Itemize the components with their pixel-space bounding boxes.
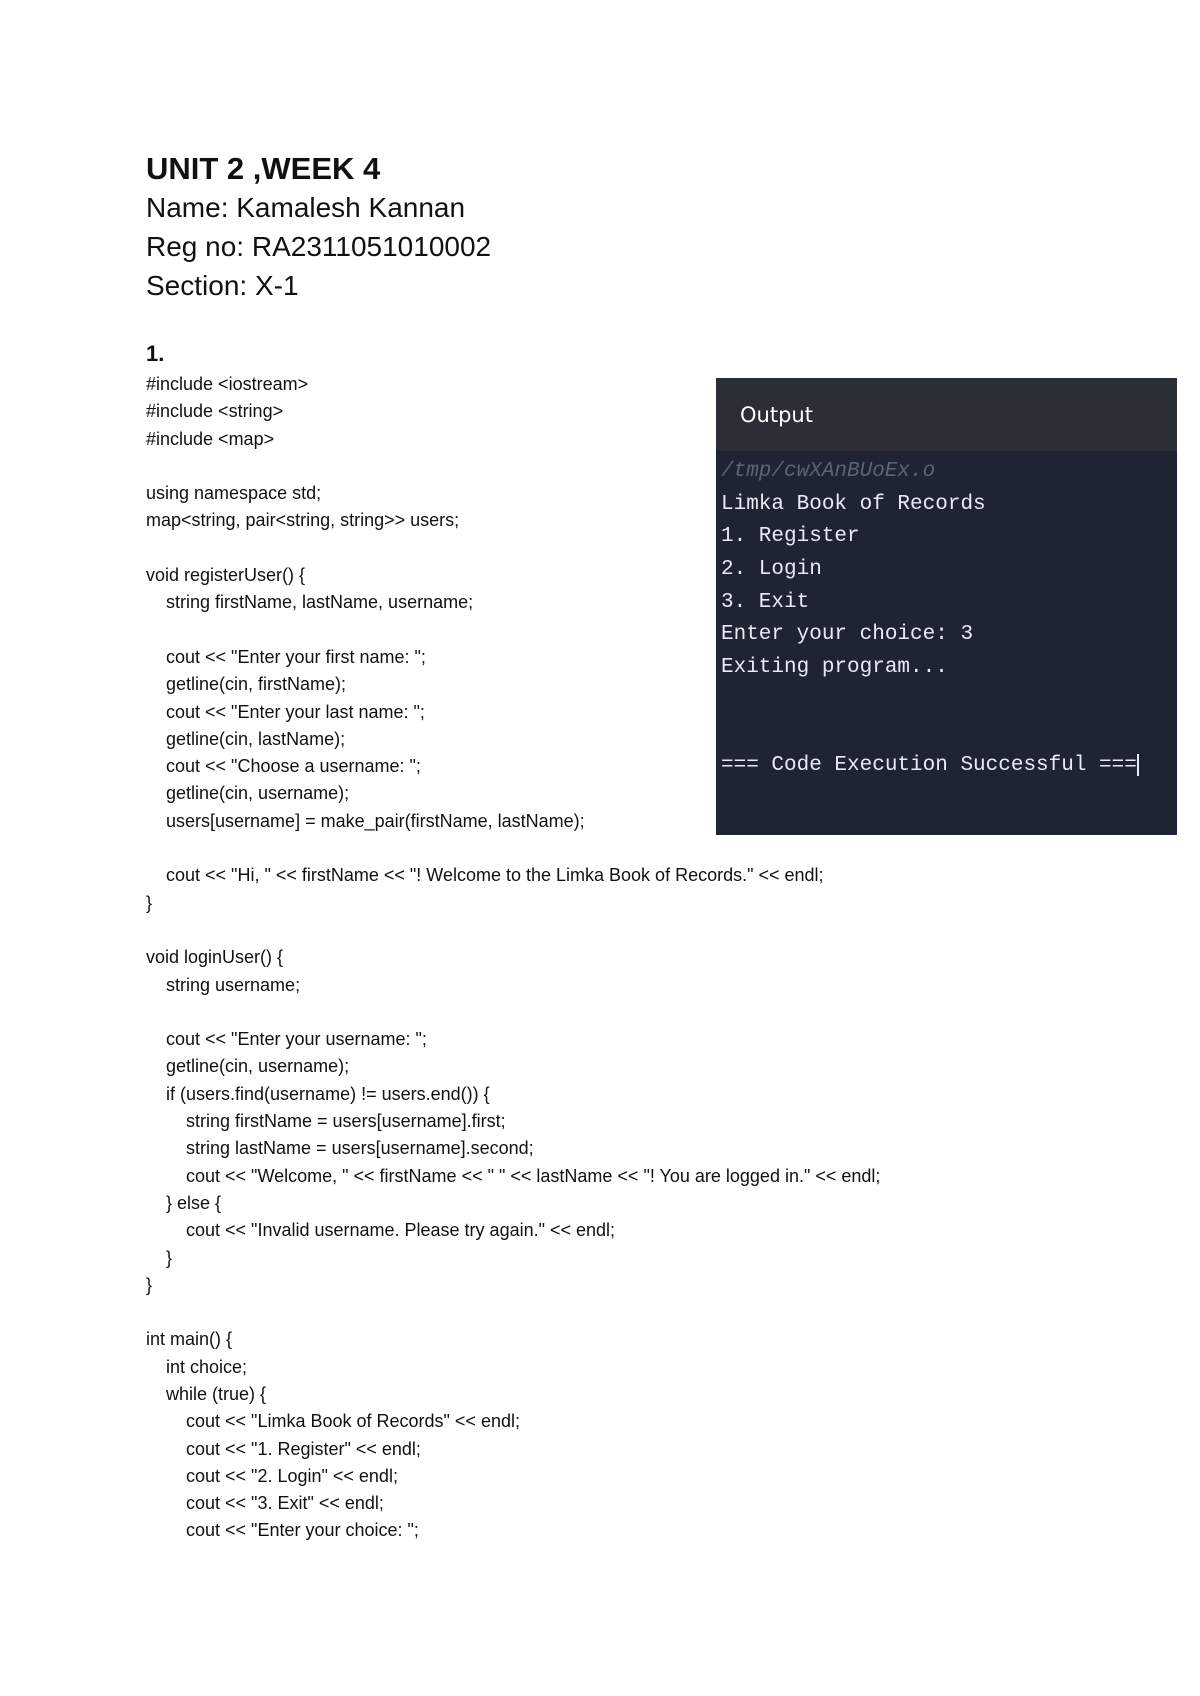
document-title: UNIT 2 ,WEEK 4 xyxy=(146,151,381,186)
code-line: } else { xyxy=(146,1192,222,1213)
code-line: string username; xyxy=(146,974,301,995)
output-line xyxy=(721,489,1177,522)
output-line-text: 3. Exit xyxy=(721,590,810,614)
section-label: Section: X-1 xyxy=(146,270,299,301)
output-line xyxy=(721,554,1177,587)
code-line: cout << "1. Register" << endl; xyxy=(146,1438,421,1459)
output-line-text: 2. Login xyxy=(721,558,822,582)
output-line-text: Enter your choice: 3 xyxy=(721,623,974,647)
output-line-text: === Code Execution Successful === xyxy=(721,754,1137,778)
question-number: 1. xyxy=(146,341,165,366)
code-line: users[username] = make_pair(firstName, lastName); xyxy=(146,810,585,831)
code-line: #include <string> xyxy=(146,401,284,422)
code-line: cout << "2. Login" << endl; xyxy=(146,1465,398,1486)
output-line xyxy=(721,652,1177,685)
code-line xyxy=(146,917,880,944)
output-line xyxy=(721,619,1177,652)
code-line: getline(cin, lastName); xyxy=(146,728,346,749)
output-panel xyxy=(716,378,1177,835)
output-line-text: Exiting program... xyxy=(721,656,948,680)
code-line: string firstName, lastName, username; xyxy=(146,592,474,613)
code-line: cout << "Enter your choice: "; xyxy=(146,1520,419,1541)
code-line: cout << "Invalid username. Please try again." << endl; xyxy=(146,1220,616,1241)
output-header-label: Output xyxy=(740,402,813,427)
text-cursor xyxy=(1137,754,1139,776)
registration-number: Reg no: RA2311051010002 xyxy=(146,231,492,262)
code-line: cout << "Enter your last name: "; xyxy=(146,701,425,722)
code-line: cout << "Hi, " << firstName << "! Welcome to the Limka Book of Records." << endl; xyxy=(146,865,824,886)
code-line: cout << "Enter your first name: "; xyxy=(146,646,426,667)
code-line xyxy=(146,1299,880,1326)
output-line-text: Limka Book of Records xyxy=(721,492,986,516)
output-line-text: 1. Register xyxy=(721,525,860,549)
code-line: cout << "Enter your username: "; xyxy=(146,1029,427,1050)
student-name: Name: Kamalesh Kannan xyxy=(146,192,466,223)
code-line: void registerUser() { xyxy=(146,565,306,586)
code-line: if (users.find(username) != users.end()) { xyxy=(146,1083,490,1104)
code-line: cout << "Welcome, " << firstName << " " << lastName << "! You are logged in." << endl; xyxy=(146,1165,881,1186)
code-line: #include <iostream> xyxy=(146,374,309,394)
output-line-text: /tmp/cwXAnBUoEx.o xyxy=(721,460,936,483)
console-output xyxy=(716,451,1177,783)
code-line: int choice; xyxy=(146,1356,248,1377)
output-line xyxy=(721,521,1177,554)
output-line xyxy=(721,587,1177,620)
code-line: void loginUser() { xyxy=(146,947,284,968)
code-line: int main() { xyxy=(146,1329,233,1350)
code-line: } xyxy=(146,1247,173,1268)
output-header xyxy=(716,378,1177,451)
code-line: string firstName = users[username].first; xyxy=(146,1111,506,1132)
code-line xyxy=(146,999,880,1026)
code-line: getline(cin, username); xyxy=(146,1056,350,1077)
code-line: cout << "Limka Book of Records" << endl; xyxy=(146,1411,520,1432)
code-line: getline(cin, username); xyxy=(146,783,350,804)
code-line: using namespace std; xyxy=(146,483,322,504)
code-line: map<string, pair<string, string>> users; xyxy=(146,510,460,531)
code-line: string lastName = users[username].second; xyxy=(146,1138,534,1159)
code-line: } xyxy=(146,1274,153,1295)
output-line xyxy=(721,685,1177,718)
code-line: while (true) { xyxy=(146,1383,267,1404)
code-line: getline(cin, firstName); xyxy=(146,674,347,695)
code-line: } xyxy=(146,892,153,913)
code-line: cout << "Choose a username: "; xyxy=(146,756,421,777)
output-line xyxy=(721,750,1177,783)
code-line xyxy=(146,835,880,862)
output-line xyxy=(721,718,1177,751)
output-file-path xyxy=(721,456,1177,489)
code-line: #include <map> xyxy=(146,428,275,449)
code-line: cout << "3. Exit" << endl; xyxy=(146,1493,384,1514)
